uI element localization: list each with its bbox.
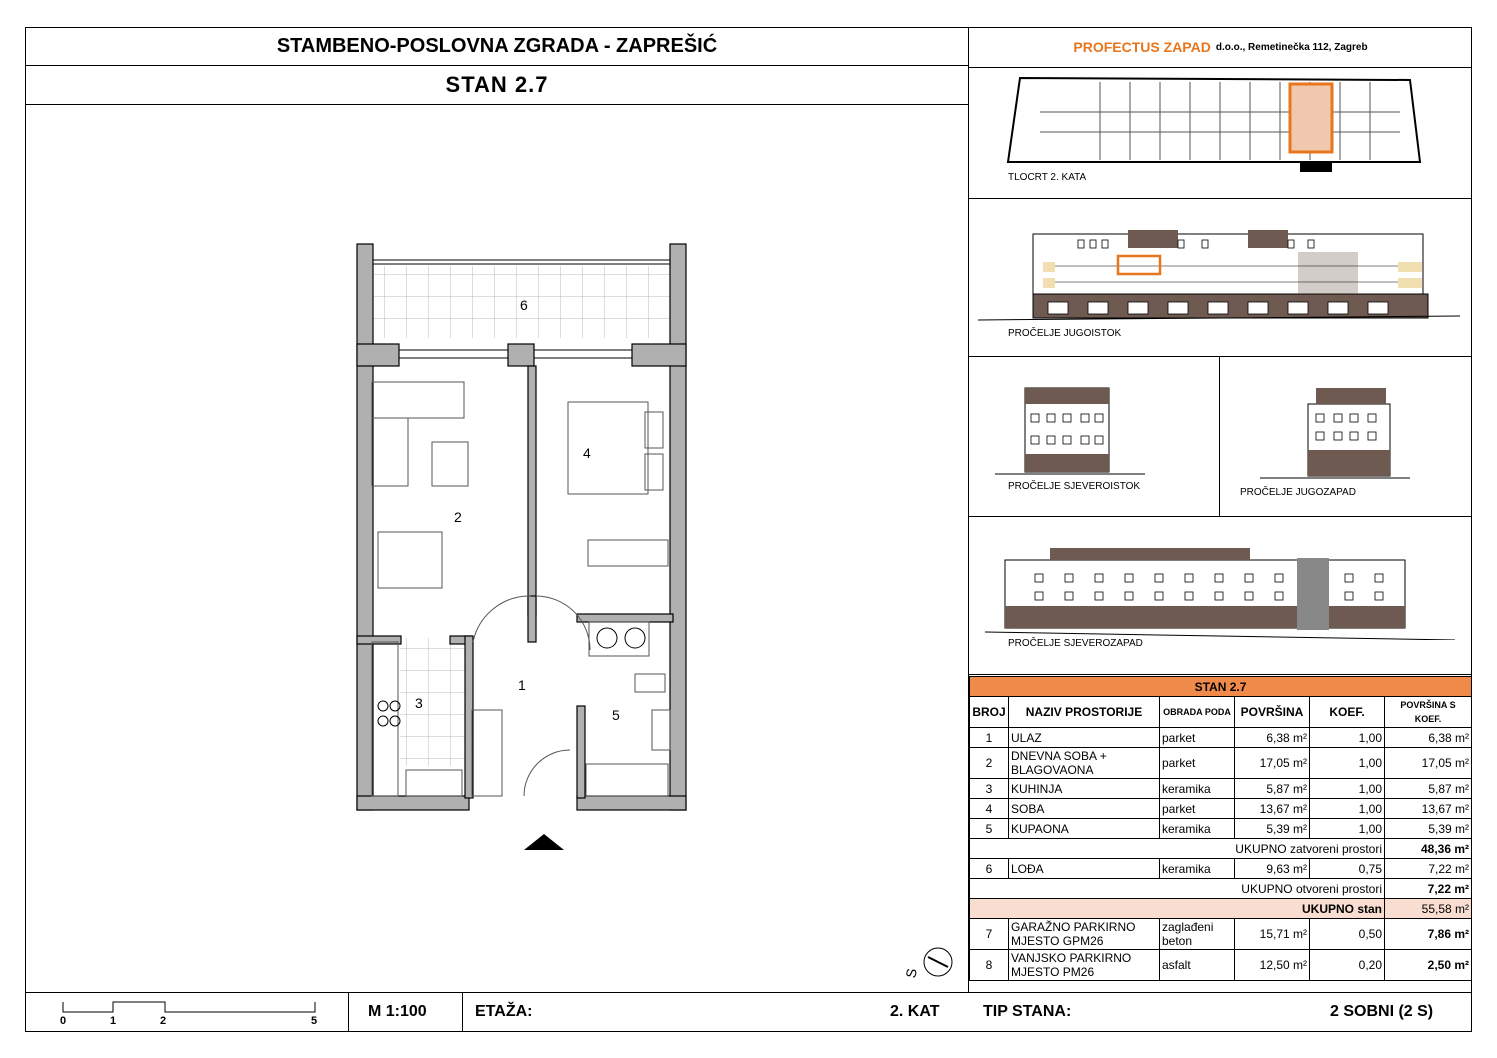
cell: 6,38 m² [1235,728,1310,748]
cell: 5,87 m² [1235,779,1310,799]
cell: ULAZ [1009,728,1160,748]
cell: 6,38 m² [1385,728,1472,748]
col-header: BROJ [970,697,1009,728]
cell: 5 [970,819,1009,839]
company-address: d.o.o., Remetinečka 112, Zagreb [1215,41,1368,53]
wall [357,244,373,810]
scale-label: M 1:100 [368,1003,427,1020]
scale-tick: 2 [160,1015,167,1027]
subtotal-label: UKUPNO otvoreni prostori [970,879,1385,899]
col-header: NAZIV PROSTORIJE [1009,697,1160,728]
total-row [970,899,1472,919]
divider [969,674,1472,675]
divider [1219,356,1220,516]
cell: SOBA [1009,799,1160,819]
cell: 5,39 m² [1235,819,1310,839]
divider [462,992,463,1032]
table-row [970,919,1472,950]
facade-sw-label: PROČELJE JUGOZAPAD [1240,487,1356,498]
divider [25,104,969,105]
facade-southeast [978,226,1460,326]
subtotal-row [970,879,1472,899]
cell: 3 [970,779,1009,799]
cell: KUHINJA [1009,779,1160,799]
cell: KUPAONA [1009,819,1160,839]
divider [25,992,1472,993]
wall [670,244,686,810]
cell: 5,39 m² [1385,819,1472,839]
table-row [970,799,1472,819]
cell: 2,50 m² [1385,950,1472,981]
type-value: 2 SOBNI (2 S) [1330,1003,1434,1020]
company [969,27,1472,67]
table-row [970,728,1472,748]
cell: VANJSKO PARKIRNO MJESTO PM26 [1009,950,1160,981]
cell: LOĐA [1009,859,1160,879]
room-label: 6 [520,297,528,313]
facade-nw-label: PROČELJE SJEVEROZAPAD [1008,638,1143,649]
cell: parket [1160,728,1235,748]
scale-tick: 1 [110,1015,117,1027]
cell: 7,22 m² [1385,859,1472,879]
scale-bar [55,996,335,1028]
floor-plan-label: TLOCRT 2. KATA [1008,172,1087,183]
room-label: 2 [454,509,462,525]
cell: 5,87 m² [1385,779,1472,799]
subtotal-value: 7,22 m² [1385,879,1472,899]
north-arrow-icon [898,944,958,984]
table-title: STAN 2.7 [970,677,1472,697]
room-label: 5 [612,707,620,723]
wall [357,344,399,366]
cell: keramika [1160,819,1235,839]
table-row [970,779,1472,799]
type-label: TIP STANA: [983,1003,1072,1020]
cell: 6 [970,859,1009,879]
cell: 13,67 m² [1235,799,1310,819]
divider [969,67,1472,68]
cell: GARAŽNO PARKIRNO MJESTO GPM26 [1009,919,1160,950]
subtotal-label: UKUPNO zatvoreni prostori [970,839,1385,859]
wall [508,344,534,366]
room-label: 3 [415,695,423,711]
apartment-floor-plan [340,230,710,860]
cell: 17,05 m² [1385,748,1472,779]
cell: keramika [1160,779,1235,799]
cell: 4 [970,799,1009,819]
col-header: KOEF. [1310,697,1385,728]
wall [577,614,673,622]
cell: 1,00 [1310,799,1385,819]
table-row [970,819,1472,839]
divider [969,516,1472,517]
cell: parket [1160,748,1235,779]
cell: 1 [970,728,1009,748]
room-label: 1 [518,677,526,693]
table-row [970,748,1472,779]
wall [357,636,401,644]
total-value: 55,58 m² [1385,899,1472,919]
cell: DNEVNA SOBA + BLAGOVAONA [1009,748,1160,779]
wall [632,344,686,366]
cell: 1,00 [1310,728,1385,748]
cell: 7 [970,919,1009,950]
cell: 0,20 [1310,950,1385,981]
subtotal-value: 48,36 m² [1385,839,1472,859]
scale-tick: 5 [311,1015,318,1027]
col-header: POVRŠINA [1235,697,1310,728]
room-label: 4 [583,445,591,461]
wall [528,596,536,642]
cell: asfalt [1160,950,1235,981]
unit-title: STAN 2.7 [445,72,549,97]
facade-northwest [985,540,1455,640]
cell: 1,00 [1310,819,1385,839]
wall [577,796,686,810]
cell: 1,00 [1310,748,1385,779]
table-row [970,859,1472,879]
facade-southwest [1260,384,1410,484]
cell: 13,67 m² [1385,799,1472,819]
cell: 12,50 m² [1235,950,1310,981]
cell: 7,86 m² [1385,919,1472,950]
table-row [970,950,1472,981]
cell: 0,50 [1310,919,1385,950]
total-label: UKUPNO stan [970,899,1385,919]
cell: 0,75 [1310,859,1385,879]
unit-highlight [1290,84,1332,152]
floor-value: 2. KAT [890,1003,940,1020]
cell: 9,63 m² [1235,859,1310,879]
scale-tick: 0 [60,1015,67,1027]
col-header: POVRŠINA S KOEF. [1385,697,1472,728]
cell: parket [1160,799,1235,819]
svg-text:S: S [902,967,920,980]
divider [969,198,1472,199]
cell: keramika [1160,859,1235,879]
cell: 1,00 [1310,779,1385,799]
kitchen-tiles [400,638,472,766]
facade-se-label: PROČELJE JUGOISTOK [1008,328,1122,339]
cell: 2 [970,748,1009,779]
cell: 8 [970,950,1009,981]
facade-northeast [995,380,1145,480]
cell: 17,05 m² [1235,748,1310,779]
divider [348,992,349,1032]
company-name: PROFECTUS ZAPAD [1073,39,1211,55]
wall [577,706,585,798]
floor-label: ETAŽA: [475,1003,533,1020]
wall [357,796,469,810]
facade-ne-label: PROČELJE SJEVEROISTOK [1008,481,1141,492]
cell: 15,71 m² [1235,919,1310,950]
room-table [969,676,1472,981]
entrance-arrow-icon [524,834,564,850]
subtotal-row [970,839,1472,859]
divider [969,356,1472,357]
wall [528,366,536,616]
col-header: OBRADA PODA [1160,697,1235,728]
page-title: STAMBENO-POSLOVNA ZGRADA - ZAPREŠIĆ [276,34,718,57]
floor-plan-thumbnail [1000,72,1430,182]
cell: zaglađeni beton [1160,919,1235,950]
